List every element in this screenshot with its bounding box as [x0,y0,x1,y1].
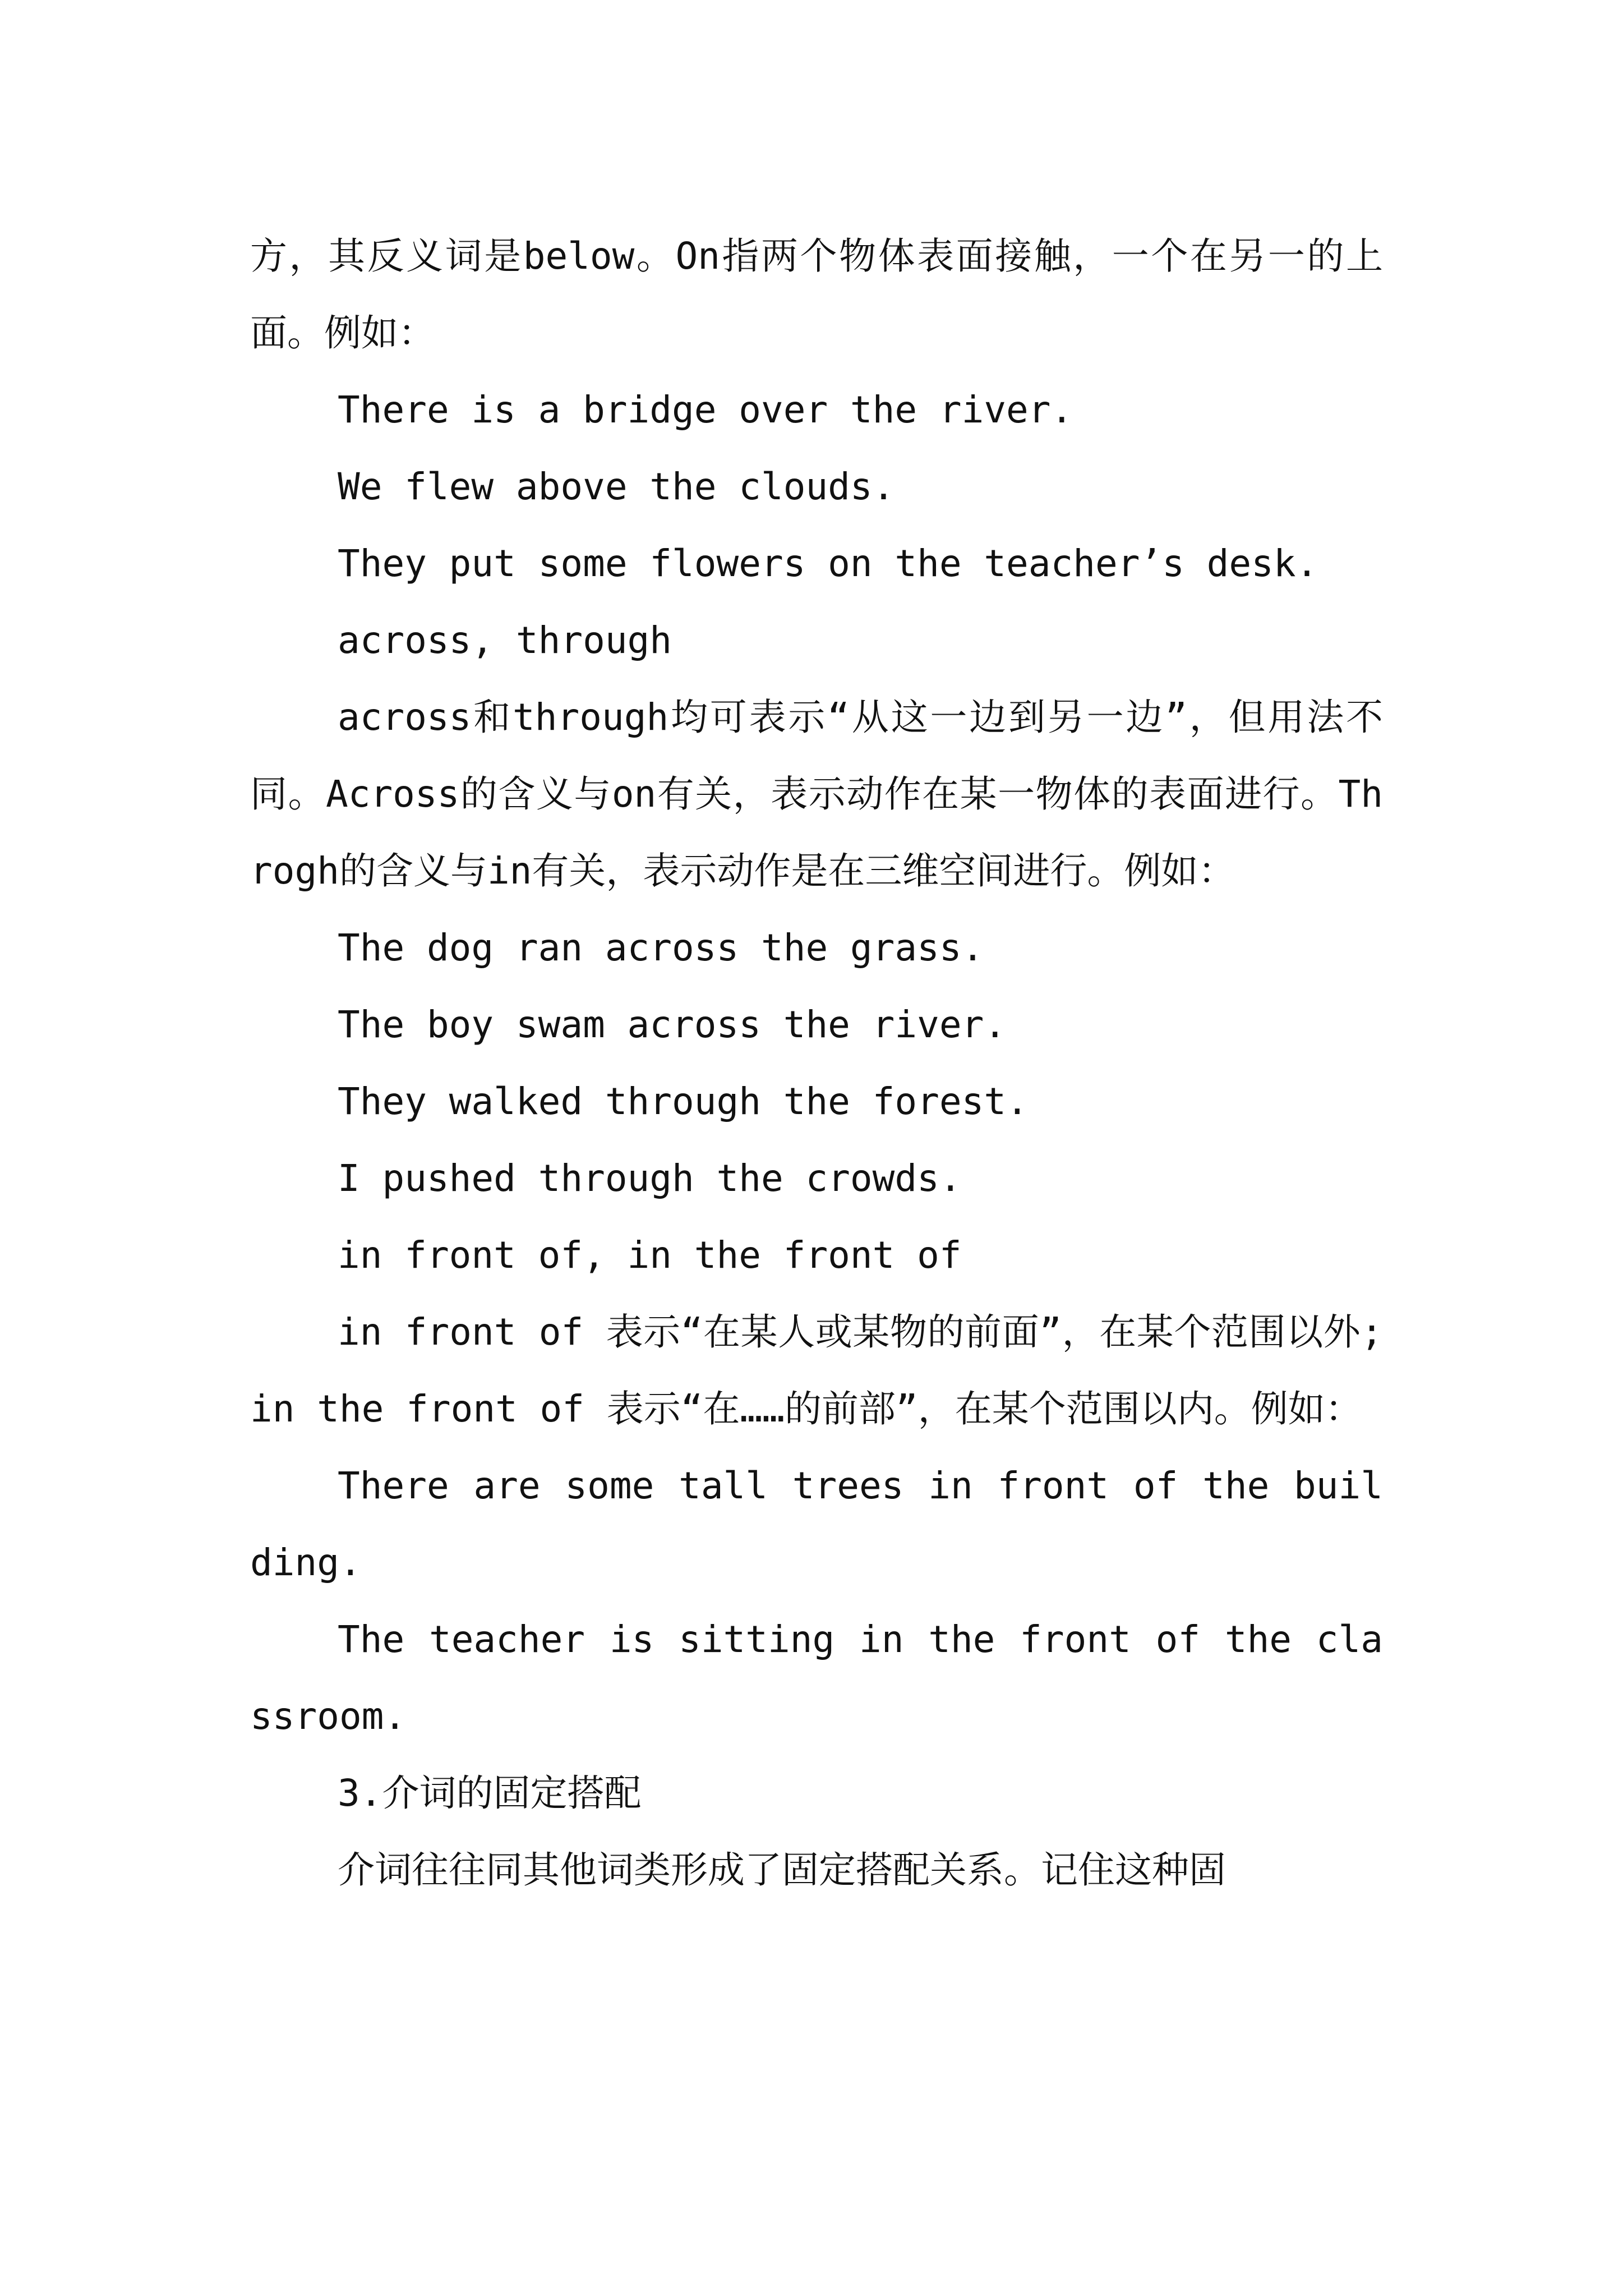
example-sentence: The dog ran across the grass. [338,926,984,969]
example-sentence-wrapped: There are some tall trees in front of the building. [250,1464,1383,1584]
subheading-in-front-of: in front of, in the front of [338,1234,962,1277]
example-sentence: The boy swam across the river. [338,1003,1007,1046]
example-sentence: There is a bridge over the river. [338,388,1073,431]
example-sentence: I pushed through the crowds. [338,1157,962,1200]
example-sentence-wrapped: The teacher is sitting in the front of the classroom. [250,1618,1383,1738]
section-heading-fixed-collocations: 3.介词的固定搭配 [338,1772,642,1815]
paragraph-on-above-continuation: 方，其反义词是below。On指两个物体表面接触，一个在另一的上面。例如： [250,234,1383,355]
paragraph-fixed-collocations: 介词往往同其他词类形成了固定搭配关系。记住这种固 [338,1848,1226,1892]
paragraph-across-through: across和through均可表示“从这一边到另一边”，但用法不同。Across的含义与on有关，表示动作在某一物体的表面进行。Throgh的含义与in有关，表示动作是在三维空间进行。例如： [250,696,1383,892]
document-body [250,218,1383,1908]
example-sentence: We flew above the clouds. [338,465,895,508]
example-sentence: They walked through the forest. [338,1080,1029,1123]
paragraph-in-front-of: in front of 表示“在某人或某物的前面”，在某个范围以外;in the front of 表示“在……的前部”，在某个范围以内。例如： [250,1310,1383,1430]
example-sentence: They put some flowers on the teacher’s desk. [338,542,1318,585]
subheading-across-through: across, through [338,619,672,662]
